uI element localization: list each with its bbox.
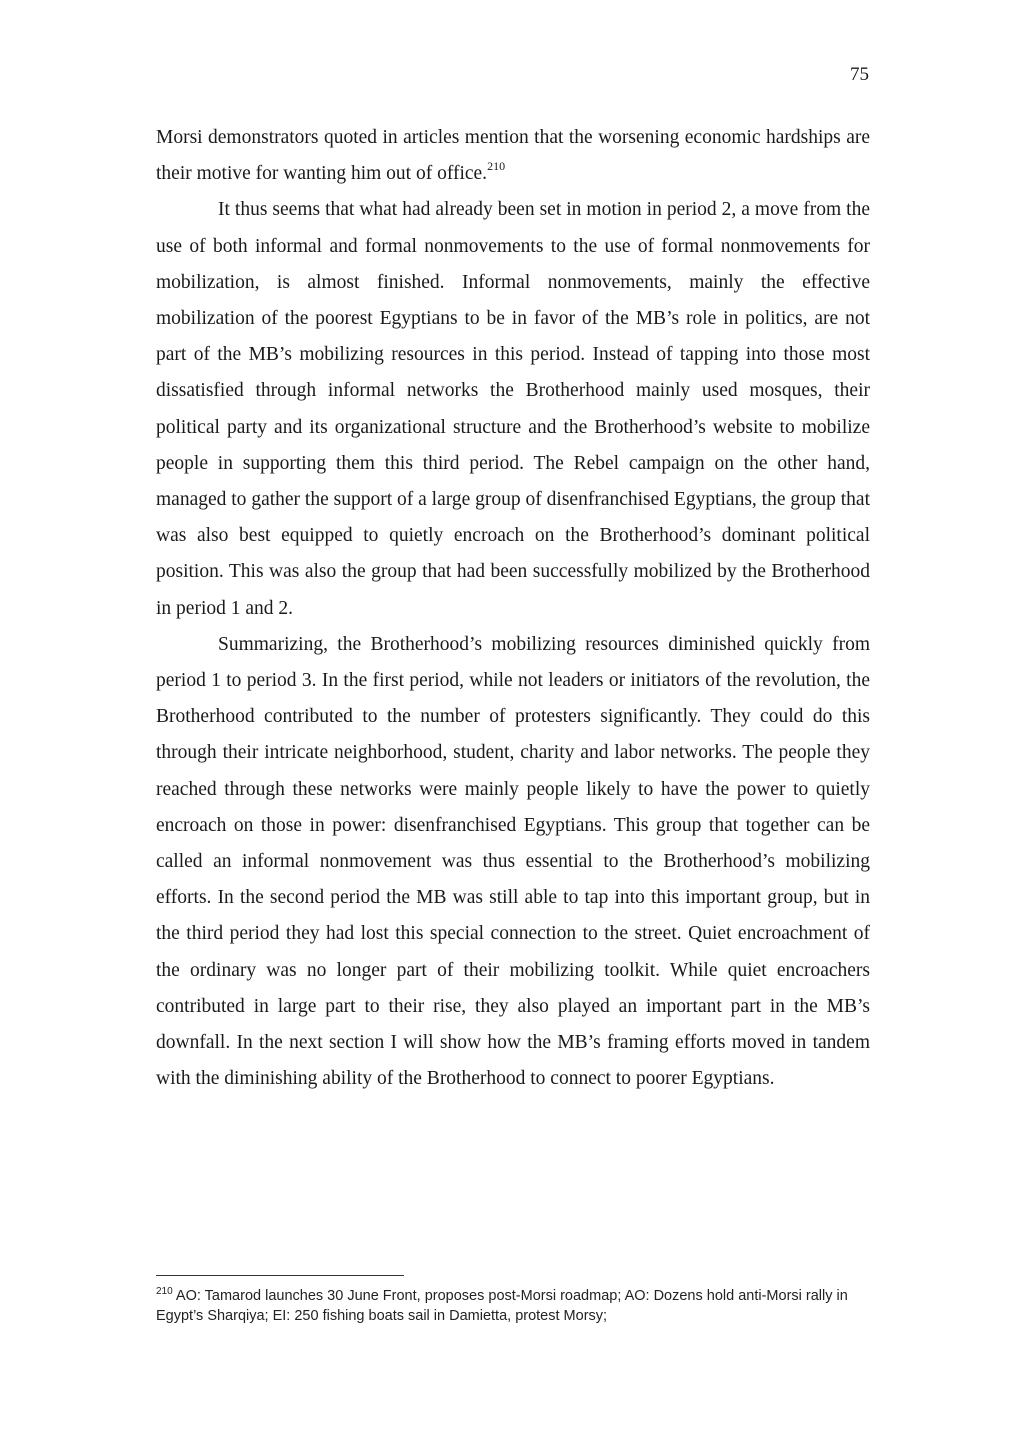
footnote-text: AO: Tamarod launches 30 June Front, proposes post-Morsi roadmap; AO: Dozens hold anti-Morsi rally in Egypt’s Sharqiya; EI: 250 fishing boats sail in Damietta, protest Morsy; bbox=[156, 1288, 848, 1324]
paragraph: It thus seems that what had already been set in motion in period 2, a move from the use of both informal and formal nonmovements to the use of formal nonmovements for mobilization, is almost finished. Informal nonmovements, mainly the effective mobilization of the poorest Egyptians to be in favor of the MB’s role in politics, are not part of the MB’s mobilizing resources in this period. Instead of tapping into those most dissatisfied through informal networks the Brotherhood mainly used mosques, their political party and its organizational structure and the Brotherhood’s website to mobilize people in supporting them this third period. The Rebel campaign on the other hand, managed to gather the support of a large group of disenfranchised Egyptians, the group that was also best equipped to quietly encroach on the Brotherhood’s dominant political position. This was also the group that had been successfully mobilized by the Brotherhood in period 1 and 2. bbox=[156, 199, 870, 619]
footnote-number: 210 bbox=[156, 1286, 173, 1298]
paragraph-continued bbox=[156, 120, 870, 192]
paragraph: Summarizing, the Brotherhood’s mobilizing resources diminished quickly from period 1 to period 3. In the first period, while not leaders or initiators of the revolution, the Brotherhood contributed to the number of protesters significantly. They could do this through their intricate neighborhood, student, charity and labor networks. The people they reached through these networks were mainly people likely to have the power to quietly encroach on those in power: disenfranchised Egyptians. This group that together can be called an informal nonmovement was thus essential to the Brotherhood’s mobilizing efforts. In the second period the MB was still able to tap into this important group, but in the third period they had lost this special connection to the street. Quiet encroachment of the ordinary was no longer part of their mobilizing toolkit. While quiet encroachers contributed in large part to their rise, they also played an important part in the MB’s downfall. In the next section I will show how the MB’s framing efforts moved in tandem with the diminishing ability of the Brotherhood to connect to poorer Egyptians. bbox=[156, 633, 870, 1090]
footnote bbox=[156, 1286, 870, 1326]
page-number: 75 bbox=[850, 64, 869, 85]
body-text bbox=[156, 120, 870, 1097]
paragraph-text: Morsi demonstrators quoted in articles mention that the worsening economic hardships are their motive for wanting him out of office. bbox=[156, 127, 870, 185]
footnote-separator bbox=[156, 1275, 404, 1276]
footnote-reference[interactable]: 210 bbox=[487, 158, 506, 173]
